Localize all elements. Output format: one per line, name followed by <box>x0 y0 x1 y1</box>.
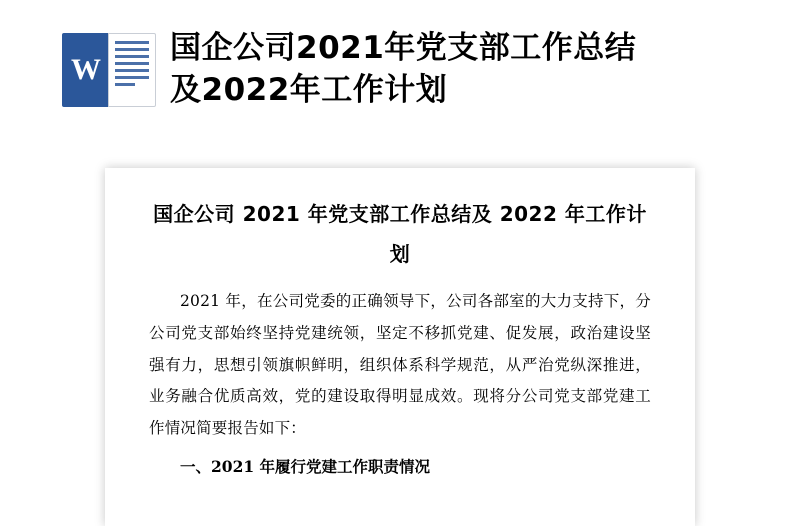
word-icon-page <box>108 33 156 107</box>
word-icon-line <box>115 69 149 72</box>
document-preview-sheet[interactable] <box>105 168 695 526</box>
document-title: 国企公司 2021 年党支部工作总结及 2022 年工作计划 <box>153 202 647 266</box>
word-icon-line <box>115 76 149 79</box>
word-icon-block <box>62 33 110 107</box>
word-icon-line <box>115 41 149 44</box>
document-section-heading: 一、2021 年履行党建工作职责情况 <box>180 456 431 476</box>
word-icon-line <box>115 62 149 65</box>
word-icon-line <box>115 83 135 86</box>
word-icon-letter: W <box>71 53 101 86</box>
word-document-icon <box>62 33 156 107</box>
word-icon-line <box>115 55 149 58</box>
document-paragraph: 2021 年，在公司党委的正确领导下，公司各部室的大力支持下，分公司党支部始终坚持党建统领，坚定不移抓党建、促发展，政治建设坚强有力，思想引领旗帜鲜明，组织体系科学规范，从严治党纵深推进，业务融合优质高效，党的建设取得明显成效。现将分公司党支部党建工作情况简要报告如下： <box>149 292 651 438</box>
header <box>0 0 800 140</box>
word-icon-line <box>115 48 149 51</box>
page-title: 国企公司2021年党支部工作总结及2022年工作计划 <box>170 30 637 108</box>
